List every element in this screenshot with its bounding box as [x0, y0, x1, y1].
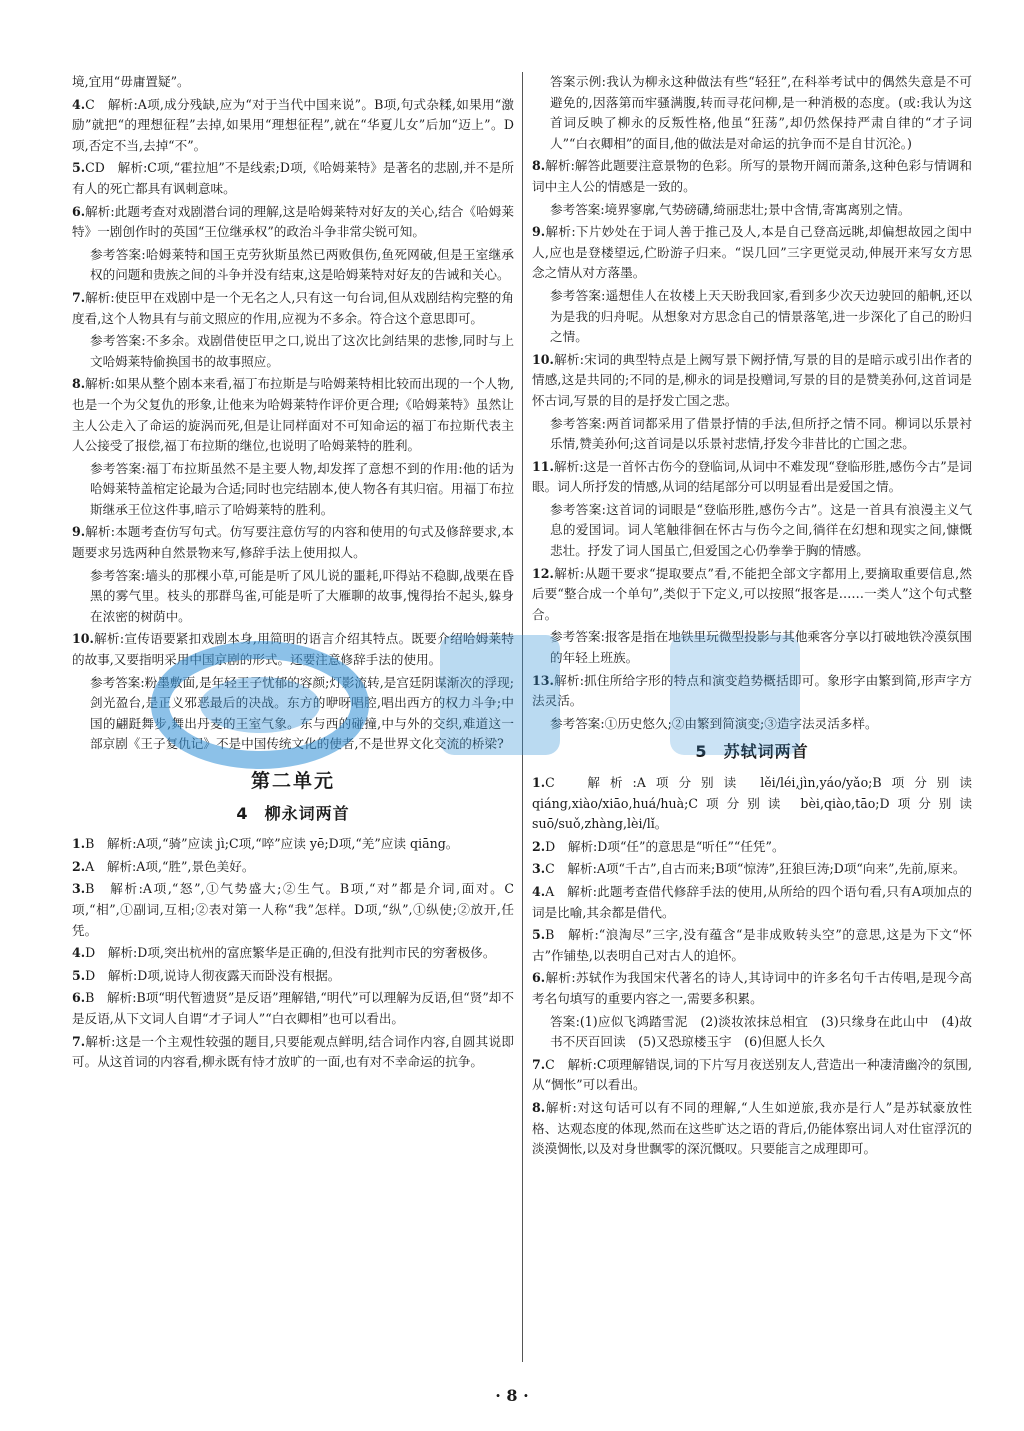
answer-text: C 解析:C项理解错误,词的下片写月夜送别友人,营造出一种凄清幽冷的氛围,从“惆怅”可以看出。 [532, 1056, 972, 1093]
item-number: 5. [532, 927, 546, 943]
answer-text: D 解析:D项,突出杭州的富庶繁华是正确的,但没有批判市民的穷奢极侈。 [85, 945, 496, 961]
answer-text: 参考答案:两首词都采用了借景抒情的手法,但所抒之情不同。柳词以乐景衬乐情,赞美孙何;这首词是以乐景衬悲情,抒发今非昔比的亡国之悲。 [550, 415, 972, 452]
item-number: 6. [72, 990, 86, 1006]
answer-item [72, 95, 514, 157]
reference-answer [532, 72, 972, 154]
reference-answer [72, 245, 514, 286]
answer-text: B 解析:A项,“怒”,①气势盛大;②生气。B项,“对”都是介词,面对。C项,“相”,①副词,互相;②表对第一人称“我”怎样。D项,“纵”,①纵使;②放开,任凭。 [72, 881, 514, 938]
answer-item [72, 374, 514, 456]
lesson-title [532, 742, 972, 763]
lesson-name: 柳永词两首 [264, 803, 350, 823]
answer-text: 解析:苏轼作为我国宋代著名的诗人,其诗词中的许多名句千古传唱,是现今高考名句填写的重要内容之一,需要多积累。 [532, 970, 972, 1006]
page-number: · 8 · [495, 1386, 529, 1405]
item-number: 6. [72, 203, 86, 219]
answer-text: 解析:解答此题要注意景物的色彩。所写的景物开阔而萧条,这种色彩与情调和词中主人公的情感是一致的。 [532, 158, 972, 194]
answer-text: CD 解析:C项,“霍拉旭”不是线索;D项,《哈姆莱特》是著名的悲剧,并不是所有人的死亡都具有讽刺意味。 [72, 160, 514, 196]
reference-answer [532, 286, 972, 348]
unit-title: 第二单元 [250, 770, 335, 792]
item-number: 4. [72, 945, 86, 961]
answer-item [532, 1098, 972, 1160]
right-column [532, 72, 972, 1367]
answer-item [532, 773, 972, 835]
reference-answer [532, 714, 972, 735]
answer-item [72, 857, 514, 878]
answer-text: 解析:对这句话可以有不同的理解,“人生如逆旅,我亦是行人”是苏轼豪放性格、达观态度的体现,然而在这些旷达之语的背后,仍能体察出词人对仕宦浮沉的淡漠惆怅,以及对身世飘零的深沉慨叹。只要能言之成理即可。 [532, 1099, 972, 1157]
item-number: 9. [72, 524, 86, 540]
answer-text: A 解析:此题考查借代修辞手法的使用,从所给的四个语句看,只有A项加点的词是比喻,其余都是借代。 [532, 883, 972, 920]
answer-item [72, 988, 514, 1029]
reference-answer [72, 459, 514, 521]
answer-item [72, 158, 514, 199]
item-number: 6. [532, 970, 546, 986]
item-number: 11. [532, 458, 554, 474]
item-number: 7. [72, 289, 86, 305]
item-number: 9. [532, 224, 546, 240]
answer-item [72, 879, 514, 941]
answer-text: A 解析:A项,“胜”,景色美好。 [85, 858, 255, 874]
item-number: 2. [532, 838, 546, 854]
item-number: 4. [72, 96, 86, 112]
answer-item [72, 943, 514, 964]
reference-answer [72, 673, 514, 755]
reference-answer [532, 414, 972, 455]
answer-text: 参考答案:境界寥廓,气势磅礴,绮丽悲壮;景中含情,寄寓离别之情。 [550, 201, 911, 217]
answer-text: 解析:下片妙处在于词人善于推己及人,本是自己登高远眺,却偏想故园之闺中人,应也是登楼望远,伫盼游子归来。“误几回”三字更觉灵动,伸展开来写女方思念之情从对方落墨。 [532, 224, 972, 281]
answer-item [532, 671, 972, 712]
answer-text: 解析:这是一个主观性较强的题目,只要能观点鲜明,结合词作内容,自圆其说即可。从这首词的内容看,柳永既有恃才放旷的一面,也有对不幸命运的抗争。 [72, 1033, 514, 1070]
item-number: 1. [532, 775, 546, 790]
item-number: 13. [532, 672, 554, 688]
reference-answer [532, 200, 972, 221]
answer-item [532, 925, 972, 966]
answer-text: 参考答案:哈姆莱特和国王克劳狄斯虽然已两败俱伤,鱼死网破,但是王室继承权的问题和贵族之间的斗争并没有结束,这是哈姆莱特对好友的告诫和关心。 [90, 246, 514, 283]
answer-text: 参考答案:这首词的词眼是“登临形胜,感伤今古”。这是一首具有浪漫主义气息的爱国词。词人笔触徘徊在怀古与伤今之间,徜徉在幻想和现实之间,慷慨悲壮。抒发了词人国虽亡,但爱国之心仍拳拳于胸的情感。 [550, 501, 972, 559]
answer-text: 境,宜用“毋庸置疑”。 [72, 74, 190, 89]
answer-item [532, 882, 972, 923]
answer-item [72, 522, 514, 563]
answer-item [72, 72, 514, 93]
item-number: 2. [72, 858, 86, 874]
item-number: 5. [72, 967, 86, 983]
answer-item [532, 968, 972, 1009]
answer-text: 解析:宣传语要紧扣戏剧本身,用简明的语言介绍其特点。既要介绍哈姆莱特的故事,又要指明采用中国京剧的形式。还要注意修辞手法的使用。 [72, 631, 514, 668]
answer-item [532, 350, 972, 412]
answer-item [532, 1055, 972, 1096]
answer-item [532, 156, 972, 197]
answer-text: 参考答案:不多余。戏剧借使臣甲之口,说出了这次比剑结果的悲惨,同时与上文哈姆莱特偷换国书的故事照应。 [90, 333, 514, 369]
answer-text: 参考答案:报客是指在地铁里玩微型投影与其他乘客分享以打破地铁冷漠氛围的年轻上班族。 [550, 629, 972, 666]
answer-text: C 解析:A项,成分残缺,应为“对于当代中国来说”。B项,句式杂糅,如果用“激励”就把“的理想征程”去掉,如果用“理想征程”,就在“华夏儿女”后加“迈上”。D项,否定不当,去掉“不”。 [72, 96, 514, 153]
answer-text: 参考答案:粉墨敷面,是年轻王子忧郁的容颜;灯影流转,是宫廷阴谋渐次的浮现;剑光盈台,是正义邪恶最后的决战。东方的咿呀唱腔,唱出西方的权力斗争;中国的翩跹舞步,舞出丹麦的王室气象。东与西的碰撞,中与外的交织,难道这一部京剧《王子复仇记》不是中国传统文化的使者,不是世界文化交流的桥梁? [90, 674, 514, 752]
answer-item [532, 837, 972, 858]
reference-answer [532, 627, 972, 668]
answer-text: 解析:从题干要求“提取要点”看,不能把全部文字都用上,要摘取重要信息,然后要“整合成一个单句”,类似于下定义,可以按照“报客是……一类人”这个句式整合。 [532, 565, 972, 622]
answer-item [72, 288, 514, 329]
item-number: 8. [532, 1099, 546, 1115]
left-column [72, 72, 514, 1367]
reference-answer [72, 331, 514, 372]
answer-item [532, 859, 972, 880]
answer-text: 答案示例:我认为柳永这种做法有些“轻狂”,在科举考试中的偶然失意是不可避免的,因落第而牢骚满腹,转而寻花问柳,是一种消极的态度。(或:我认为这首词反映了柳永的反叛性格,他虽“狂荡”,却仍然保持严肃自律的“才子词人”“白衣卿相”的面目,他的做法是对命运的抗争而不是自甘沉沦。) [550, 74, 972, 151]
item-number: 10. [532, 351, 554, 367]
answer-text: 参考答案:福丁布拉斯虽然不是主要人物,却发挥了意想不到的作用:他的话为哈姆莱特盖棺定论最为合适;同时也完结剧本,使人物各有其归宿。用福丁布拉斯继承王位这件事,暗示了哈姆莱特的胜利。 [90, 460, 514, 517]
lesson-title [72, 804, 514, 825]
answer-text: 解析:使臣甲在戏剧中是一个无名之人,只有这一句台词,但从戏剧结构完整的角度看,这个人物具有与前文照应的作用,应视为不多余。符合这个意思即可。 [72, 289, 514, 326]
answer-item [532, 222, 972, 284]
answer-text: 参考答案:墙头的那棵小草,可能是听了风儿说的噩耗,吓得站不稳脚,战栗在昏黑的雾气里。枝头的那群鸟雀,可能是听了大雁聊的故事,愧得抬不起头,躲身在浓密的树荫中。 [90, 567, 514, 624]
answer-item [72, 1032, 514, 1073]
answer-text: D 解析:D项“任”的意思是“听任”“任凭”。 [545, 838, 785, 854]
item-number: 7. [532, 1056, 546, 1072]
item-number: 7. [72, 1033, 86, 1049]
left-items [72, 72, 514, 755]
right-items [532, 72, 972, 734]
answer-item [72, 202, 514, 243]
answer-item [72, 834, 514, 855]
answer-text: 解析:这是一首怀古伤今的登临词,从词中不难发现“登临形胜,感伤今古”是词眼。词人所抒发的情感,从词的结尾部分可以明显看出是爱国之情。 [532, 458, 972, 495]
item-number: 8. [72, 376, 86, 392]
answer-text: 参考答案:①历史悠久;②由繁到简演变;③造字法灵活多样。 [550, 715, 878, 731]
reference-answer [532, 1012, 972, 1053]
answer-text: 解析:如果从整个剧本来看,福丁布拉斯是与哈姆莱特相比较而出现的一个人物,也是一个为父复仇的形象,让他来为哈姆莱特作评价更合理;《哈姆莱特》虽然让主人公走入了命运的旋涡而死,但是让同样面对不可知命运的福丁布拉斯代表主人公接受了报偿,福丁布拉斯的继位,也说明了哈姆莱特的胜利。 [72, 376, 514, 454]
answer-text: B 解析:“浪淘尽”三字,没有蕴含“是非成败转头空”的意思,这是为下文“怀古”作铺垫,以表明自己对古人的追怀。 [532, 927, 972, 963]
answer-text: 解析:此题考查对戏剧潜台词的理解,这是哈姆莱特对好友的关心,结合《哈姆莱特》一剧创作时的英国“王位继承权”的政治斗争非常尖锐可知。 [72, 203, 514, 240]
item-number: 12. [532, 565, 554, 581]
item-number: 5. [72, 160, 86, 176]
answer-item [72, 629, 514, 670]
answer-text: B 解析:A项,“骑”应读 jì;C项,“啐”应读 yē;D项,“羌”应读 qiāng。 [85, 836, 459, 852]
item-number: 4. [532, 883, 546, 899]
item-number: 1. [72, 836, 86, 852]
item-number: 3. [532, 861, 546, 877]
lesson-name: 苏轼词两首 [723, 742, 809, 762]
item-number: 10. [72, 631, 94, 647]
answer-text: D 解析:D项,说诗人彻夜露天而卧没有根据。 [85, 967, 341, 983]
lesson4-items [72, 834, 514, 1073]
answer-text: B 解析:B项“明代暂遗贤”是反语”理解错,“明代”可以理解为反语,但“贤”却不是反语,从下文词人自谓“才子词人”“白衣卿相”也可以看出。 [72, 990, 514, 1026]
lesson5-items [532, 773, 972, 1160]
answer-text: 答案:(1)应似飞鸿踏雪泥 (2)淡妆浓抹总相宜 (3)只缘身在此山中 (4)故书不厌百回读 (5)又恐琼楼玉宇 (6)但愿人长久 [550, 1013, 972, 1050]
answer-item [72, 966, 514, 987]
reference-answer [72, 566, 514, 628]
answer-text: C 解析:A项分别读 lěi/léi,jìn,yáo/yǎo;B项分别读 qiáng,xiào/xiāo,huá/huà;C项分别读 bèi,qiào,tāo;D项分别读 suō/suǒ,zhàng,lèi/lǐ。 [532, 775, 972, 832]
column-divider [522, 72, 523, 1362]
answer-text: 参考答案:遥想佳人在妆楼上天天盼我回家,看到多少次天边驶回的船帆,还以为是我的归舟呢。从想象对方思念自己的情景落笔,进一步深化了自己的盼归之情。 [550, 287, 972, 345]
item-number: 3. [72, 881, 86, 897]
lesson-number: 4 [236, 803, 249, 823]
reference-answer [532, 500, 972, 562]
answer-text: 解析:抓住所给字形的特点和演变趋势概括即可。象形字由繁到简,形声字方法灵活。 [532, 672, 972, 709]
answer-item [532, 564, 972, 626]
answer-text: 解析:宋词的典型特点是上阙写景下阙抒情,写景的目的是暗示或引出作者的情感,这是共同的;不同的是,柳永的词是投赠词,写景的目的是赞美孙何,这首词是怀古词,写景的目的是抒发亡国之悲。 [532, 351, 972, 408]
answer-text: 解析:本题考查仿写句式。仿写要注意仿写的内容和使用的句式及修辞要求,本题要求另选两种自然景物来写,修辞手法上使用拟人。 [72, 524, 514, 561]
answer-item [532, 457, 972, 498]
answer-text: C 解析:A项“千古”,自古而来;B项“惊涛”,狂狼巨涛;D项“向来”,先前,原来。 [545, 861, 966, 877]
lesson-number: 5 [695, 742, 708, 762]
item-number: 8. [532, 158, 546, 174]
